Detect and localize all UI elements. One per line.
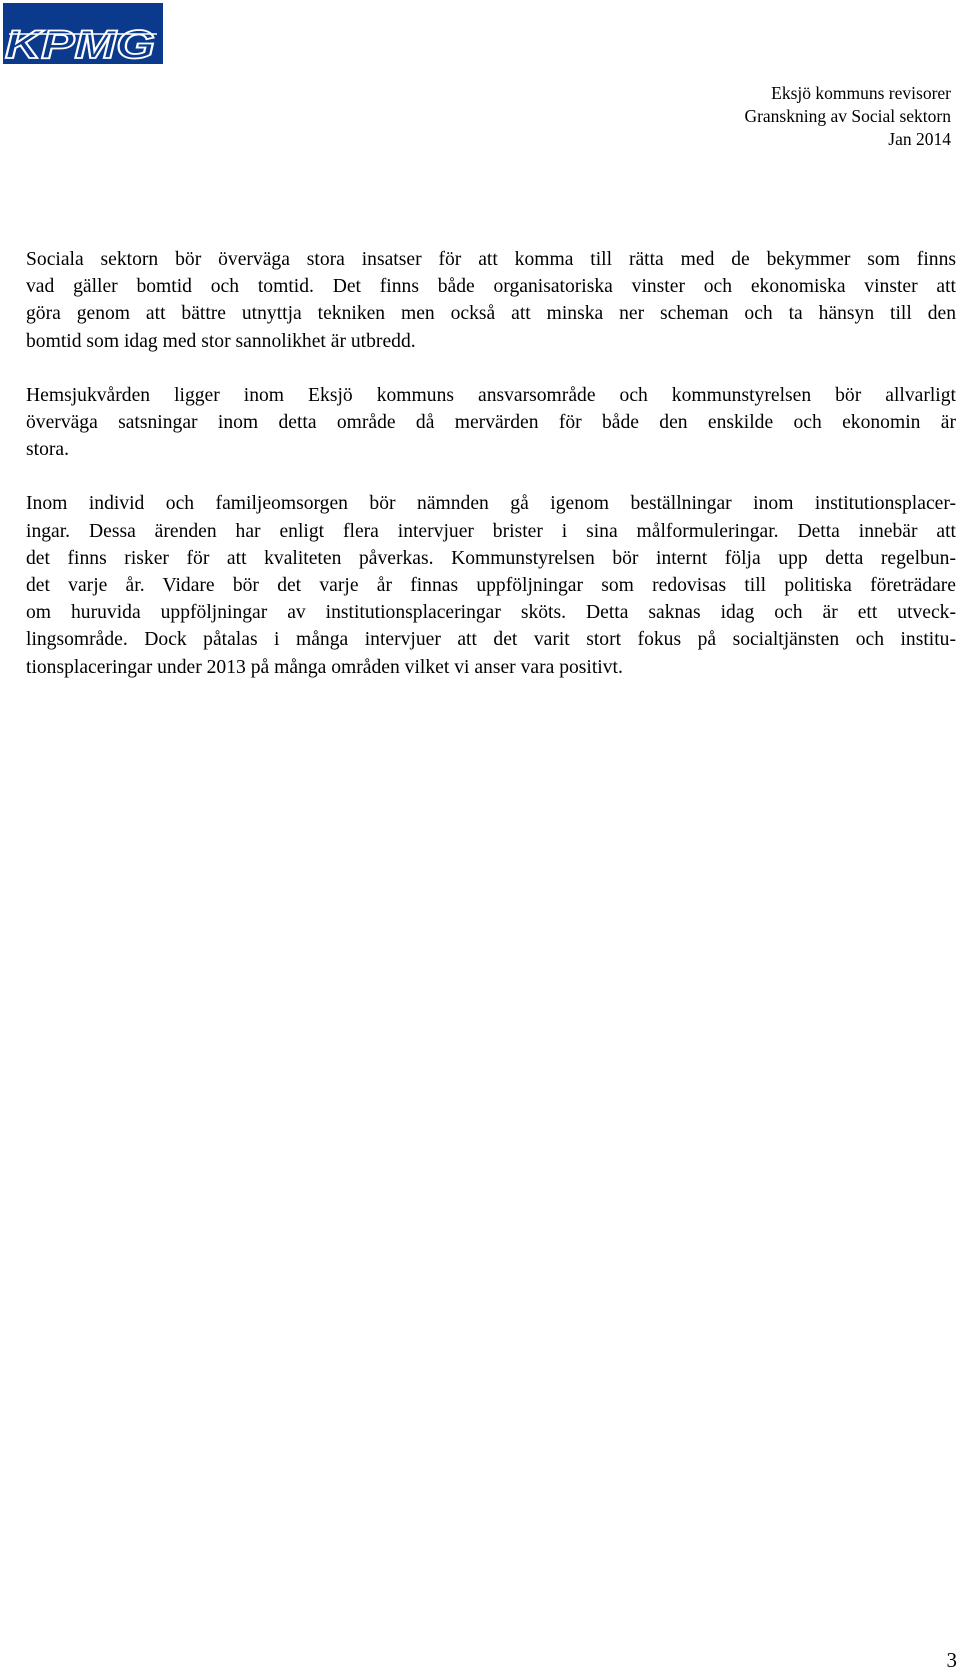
text-line: Inom individ och familjeomsorgen bör nämnden gå igenom beställningar inom institutionsplacer- <box>26 493 956 515</box>
text-line: lingsområde. Dock påtalas i många intervjuer att det varit stort fokus på socialtjänsten och institu- <box>26 629 956 651</box>
header-date: Jan 2014 <box>888 129 951 149</box>
text-line: vad gäller bomtid och tomtid. Det finns både organisatoriska vinster och ekonomiska vinster att <box>26 276 956 298</box>
text-line: Sociala sektorn bör överväga stora insatser för att komma till rätta med de bekymmer som finns <box>26 249 956 270</box>
text-line: tionsplaceringar under 2013 på många områden vilket vi anser vara positivt. <box>26 656 623 678</box>
text-line: det finns risker för att kvaliteten påverkas. Kommunstyrelsen bör internt följa upp detta regelbun- <box>26 547 956 569</box>
text-line: stora. <box>26 439 69 461</box>
kpmg-logo <box>3 3 163 64</box>
text-line: Hemsjukvården ligger inom Eksjö kommuns ansvarsområde och kommunstyrelsen bör allvarligt <box>26 384 956 406</box>
paragraph-1 <box>26 246 956 355</box>
text-line: göra genom att bättre utnyttja tekniken men också att minska ner scheman och ta hänsyn till den <box>26 303 956 325</box>
text-line: det varje år. Vidare bör det varje år finnas uppföljningar som redovisas till politiska företrädare <box>26 575 956 597</box>
header-organization: Eksjö kommuns revisorer <box>771 83 951 103</box>
svg-text:KPMG: KPMG <box>5 23 155 64</box>
text-line: överväga satsningar inom detta område då mervärden för både den enskilde och ekonomin är <box>26 412 956 434</box>
page-number: 3 <box>946 1648 957 1672</box>
document-header <box>744 82 951 151</box>
document-body <box>26 246 956 708</box>
kpmg-logo-mark <box>3 3 163 64</box>
text-line: om huruvida uppföljningar av institutionsplaceringar sköts. Detta saknas idag och är ett utveck- <box>26 602 956 624</box>
header-report-title: Granskning av Social sektorn <box>744 106 951 126</box>
paragraph-2 <box>26 382 956 464</box>
paragraph-3 <box>26 490 956 680</box>
text-line: ingar. Dessa ärenden har enligt flera intervjuer brister i sina målformuleringar. Detta innebär att <box>26 520 956 542</box>
text-line: bomtid som idag med stor sannolikhet är utbredd. <box>26 330 416 352</box>
